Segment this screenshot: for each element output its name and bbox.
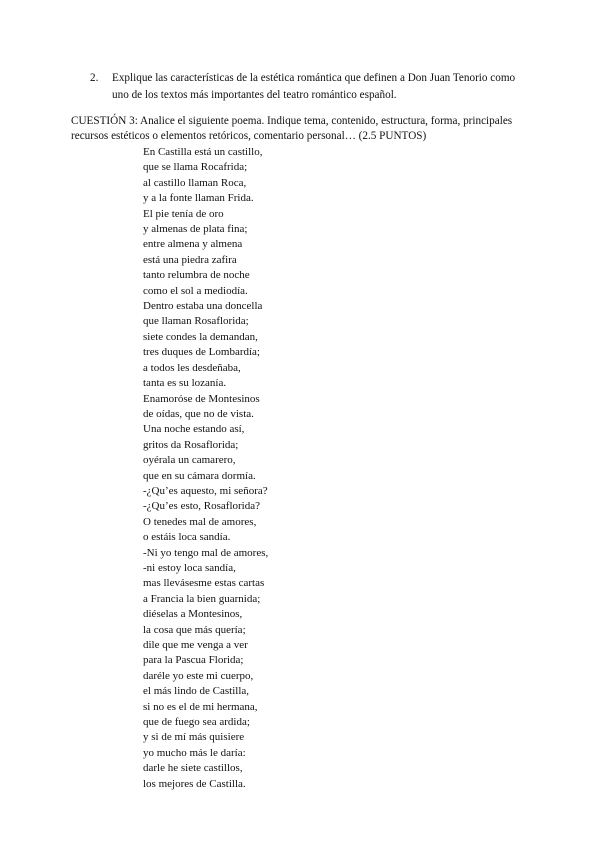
poem-line: diéselas a Montesinos, [143,608,243,621]
poem-line: dile que me venga a ver [143,639,248,651]
poem-line: al castillo llaman Roca, [143,176,247,189]
poem-line: que se llama Rocafrida; [143,161,248,174]
poem-line: y si de mí más quisiere [143,731,245,744]
poem-line: entre almena y almena [143,238,243,251]
poem-line: como el sol a mediodía. [143,284,248,297]
poem-line: daréle yo este mi cuerpo, [143,669,254,682]
poem-line: yo mucho más le daría: [143,746,246,759]
question-2-number: 2. [90,72,99,84]
poem-line: O tenedes mal de amores, [143,515,257,528]
poem-line: oyérala un camarero, [143,454,236,467]
poem-line: tanto relumbra de noche [143,269,250,282]
poem-line: los mejores de Castilla. [143,777,246,790]
poem-line: En Castilla está un castillo, [143,146,263,158]
poem-line: Dentro estaba una doncella [143,300,263,313]
poem-line: y a la fonte llaman Frida. [143,192,254,205]
question-3-heading: CUESTIÓN 3: Analice el siguiente poema. Indique tema, contenido, estructura, forma, principales recursos estéticos o elementos retóricos, comentario personal… (2.5 PUNTOS) [71,115,513,142]
poem-line: -ni estoy loca sandía, [143,561,236,574]
poem-line: el más lindo de Castilla, [143,685,250,698]
poem-line: tanta es su lozanía. [143,377,227,390]
poem-line: darle he siete castillos, [143,762,243,775]
poem-line: a todos les desdeñaba, [143,361,241,374]
poem-line: siete condes la demandan, [143,330,258,343]
poem-line: gritos da Rosaflorida; [143,438,239,451]
poem-line: está una piedra zafira [143,253,237,266]
poem-line: que llaman Rosaflorida; [143,315,249,328]
poem-line: que en su cámara dormía. [143,469,256,482]
poem-line: para la Pascua Florida; [143,654,244,667]
question-2 [90,70,530,104]
question-2-text: Explique las características de la estética romántica que definen a Don Juan Tenorio como uno de los textos más importantes del teatro romántico español. [112,72,516,101]
poem-line: Una noche estando así, [143,423,245,436]
poem [143,145,268,792]
poem-line: de oídas, que no de vista. [143,407,254,420]
poem-line: a Francia la bien guarnida; [143,592,261,605]
poem-line: que de fuego sea ardida; [143,716,250,729]
poem-line: tres duques de Lombardía; [143,346,260,359]
poem-line: mas llevásesme estas cartas [143,577,265,590]
poem-line: -¿Qu’es esto, Rosaflorida? [143,500,260,513]
poem-line: El pie tenía de oro [143,207,224,220]
poem-line: si no es el de mi hermana, [143,700,258,713]
poem-line: -Ni yo tengo mal de amores, [143,546,269,559]
poem-line: y almenas de plata fina; [143,223,248,236]
poem-line: Enamoróse de Montesinos [143,392,260,405]
poem-line: o estáis loca sandía. [143,531,231,544]
poem-line: la cosa que más quería; [143,623,246,636]
poem-line: -¿Qu’es aquesto, mi señora? [143,484,268,497]
